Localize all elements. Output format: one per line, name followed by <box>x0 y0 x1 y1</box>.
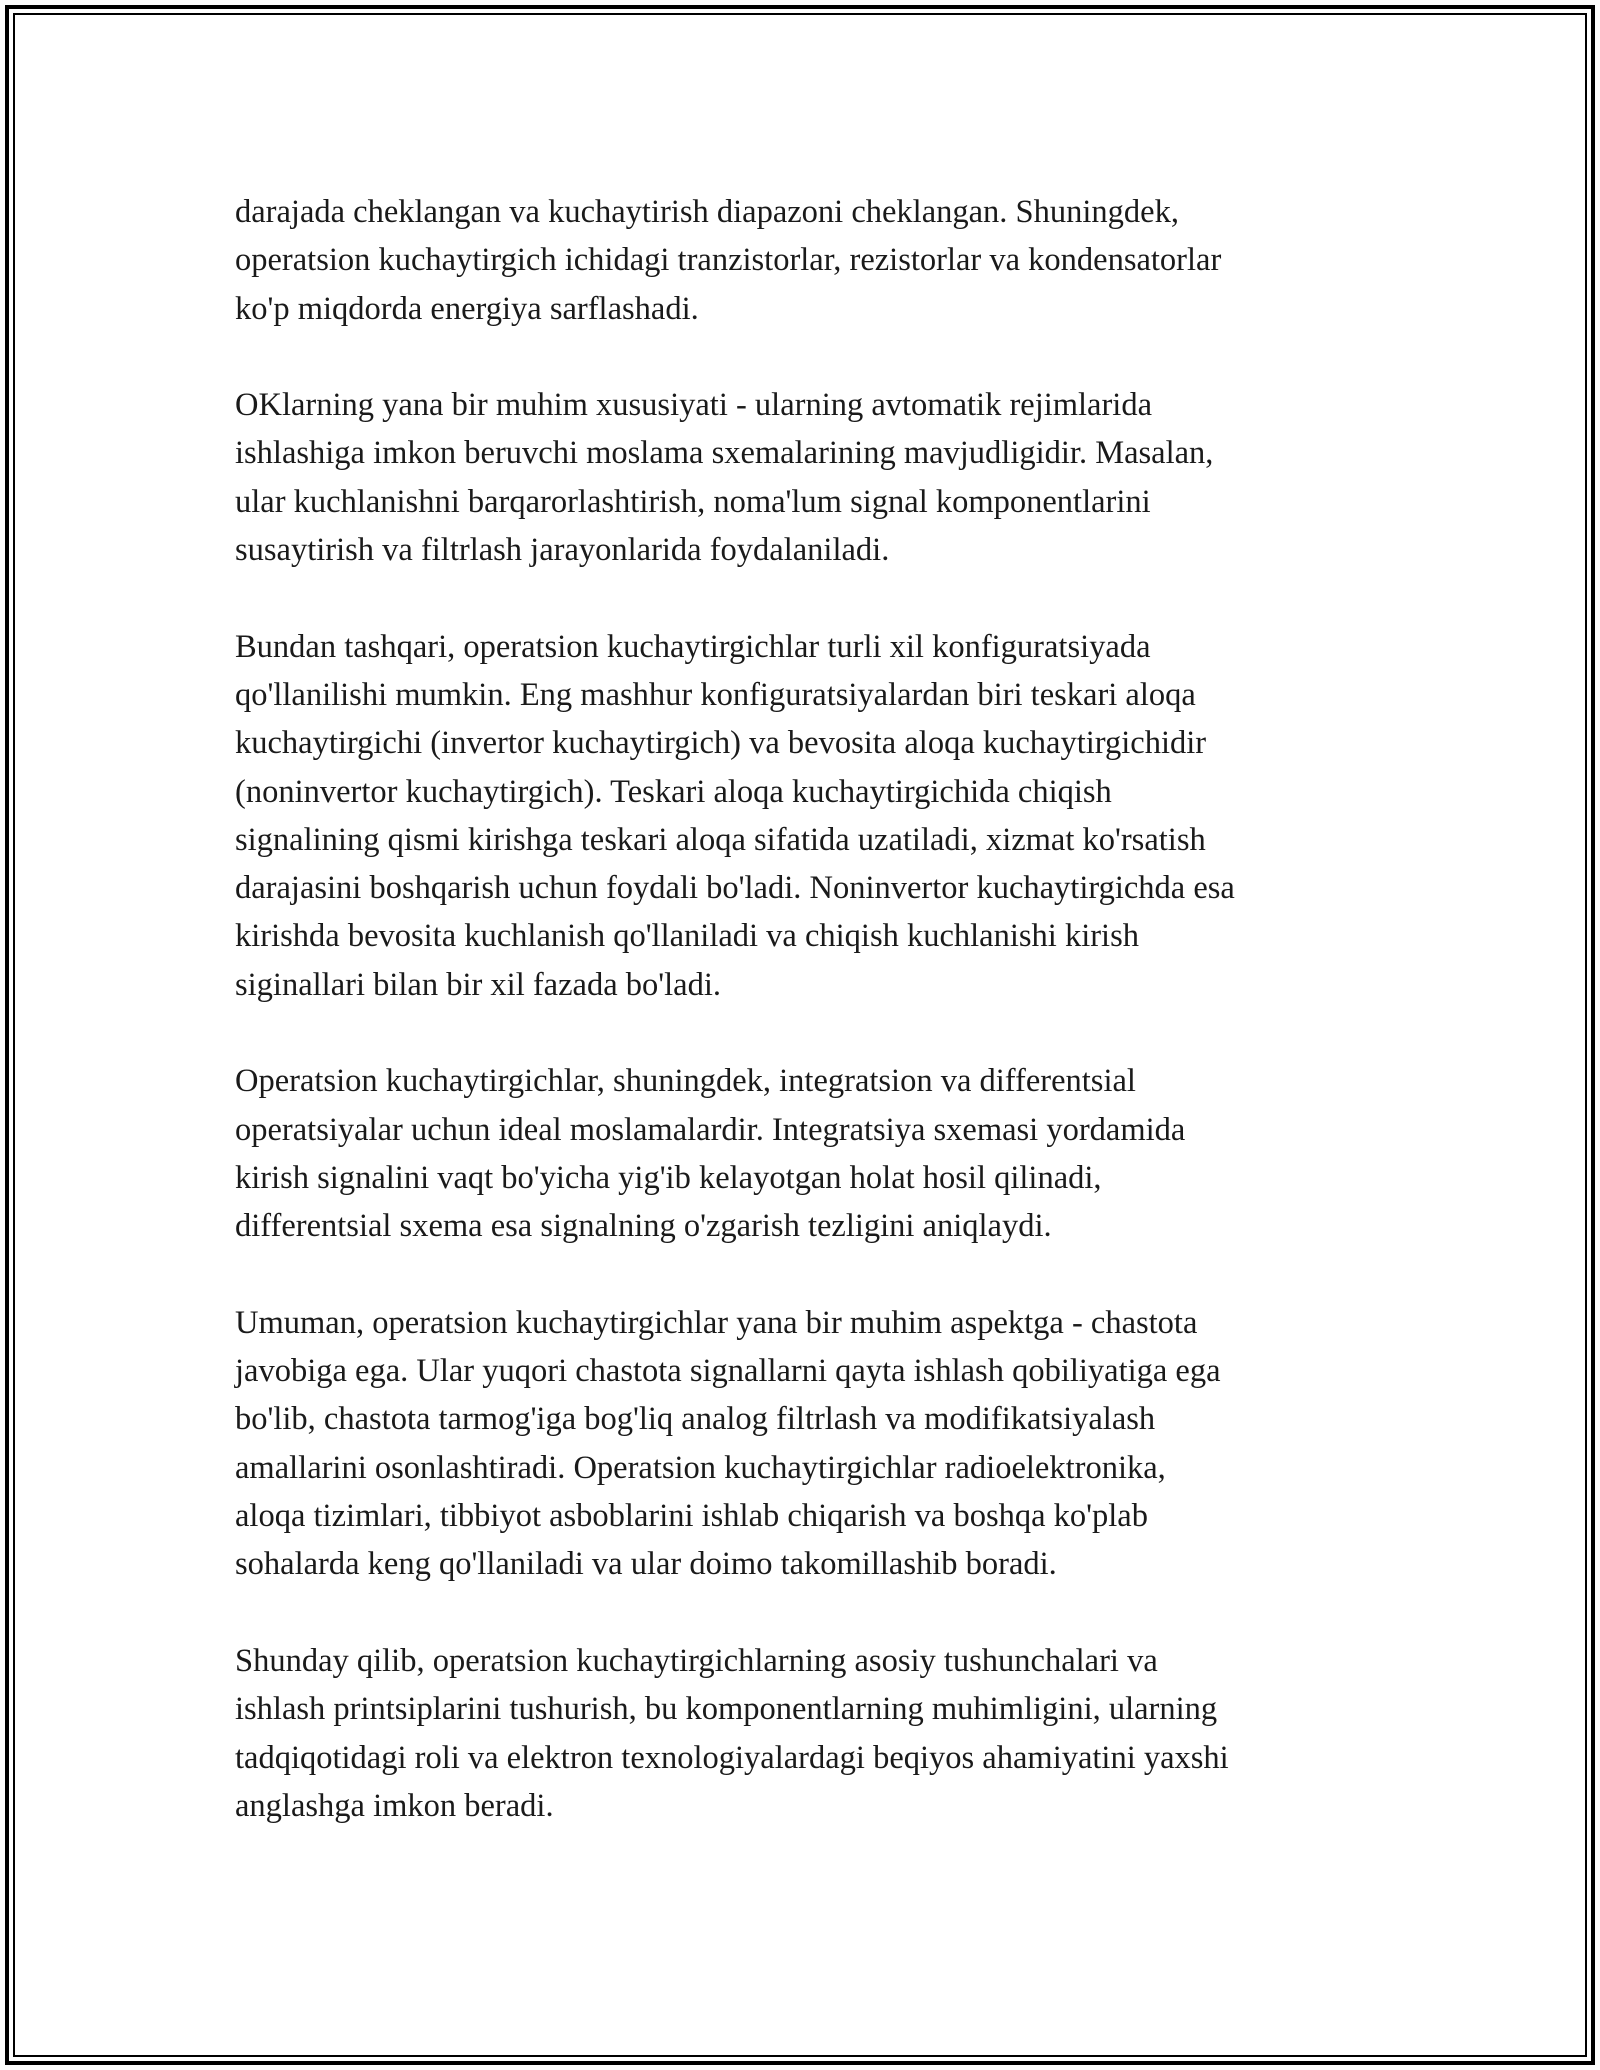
document-body <box>235 188 1375 1878</box>
paragraph-1: darajada cheklangan va kuchaytirish diapazoni cheklangan. Shuningdek, operatsion kuchaytirgich ichidagi tranzistorlar, rezistorlar va kondensatorlar ko'p miqdorda energiya sarflashadi. <box>235 194 1222 327</box>
paragraph-2: OKlarning yana bir muhim xususiyati - ularning avtomatik rejimlarida ishlashiga imkon beruvchi moslama sxemalarining mavjudligidir. Masalan, ular kuchlanishni barqarorlashtirish, noma'lum signal komponentlarini susaytirish va filtrlash jarayonlarida foydalaniladi. <box>235 387 1214 569</box>
paragraph-6: Shunday qilib, operatsion kuchaytirgichlarning asosiy tushunchalari va ishlash printsiplarini tushurish, bu komponentlarning muhimligini, ularning tadqiqotidagi roli va elektron texnologiyalardagi beqiyos ahamiyatini yaxshi anglashga imkon beradi. <box>235 1642 1229 1824</box>
paragraph-3: Bundan tashqari, operatsion kuchaytirgichlar turli xil konfiguratsiyada qo'llanilishi mumkin. Eng mashhur konfiguratsiyalardan biri teskari aloqa kuchaytirgichi (invertor kuchaytirgich) va bevosita aloqa kuchaytirgichidir (noninvertor kuchaytirgich). Teskari aloqa kuchaytirgichida chiqish signalining qismi kirishga teskari aloqa sifatida uzatiladi, xizmat ko'rsatish darajasini boshqarish uchun foydali bo'ladi. Noninvertor kuchaytirgichda esa kirishda bevosita kuchlanish qo'llaniladi va chiqish kuchlanishi kirish siginallari bilan bir xil fazada bo'ladi. <box>235 628 1235 1003</box>
paragraph-4: Operatsion kuchaytirgichlar, shuningdek, integratsion va differentsial operatsiyalar uchun ideal moslamalardir. Integratsiya sxemasi yordamida kirish signalini vaqt bo'yicha yig'ib kelayotgan holat hosil qilinadi, differentsial sxema esa signalning o'zgarish tezligini aniqlaydi. <box>235 1063 1186 1245</box>
paragraph-5: Umuman, operatsion kuchaytirgichlar yana bir muhim aspektga - chastota javobiga ega. Ular yuqori chastota signallarni qayta ishlash qobiliyatiga ega bo'lib, chastota tarmog'iga bog'liq analog filtrlash va modifikatsiyalash amallarini osonlashtiradi. Operatsion kuchaytirgichlar radioelektronika, aloqa tizimlari, tibbiyot asboblarini ishlab chiqarish va boshqa ko'plab sohalarda keng qo'llaniladi va ular doimo takomillashib boradi. <box>235 1304 1221 1583</box>
